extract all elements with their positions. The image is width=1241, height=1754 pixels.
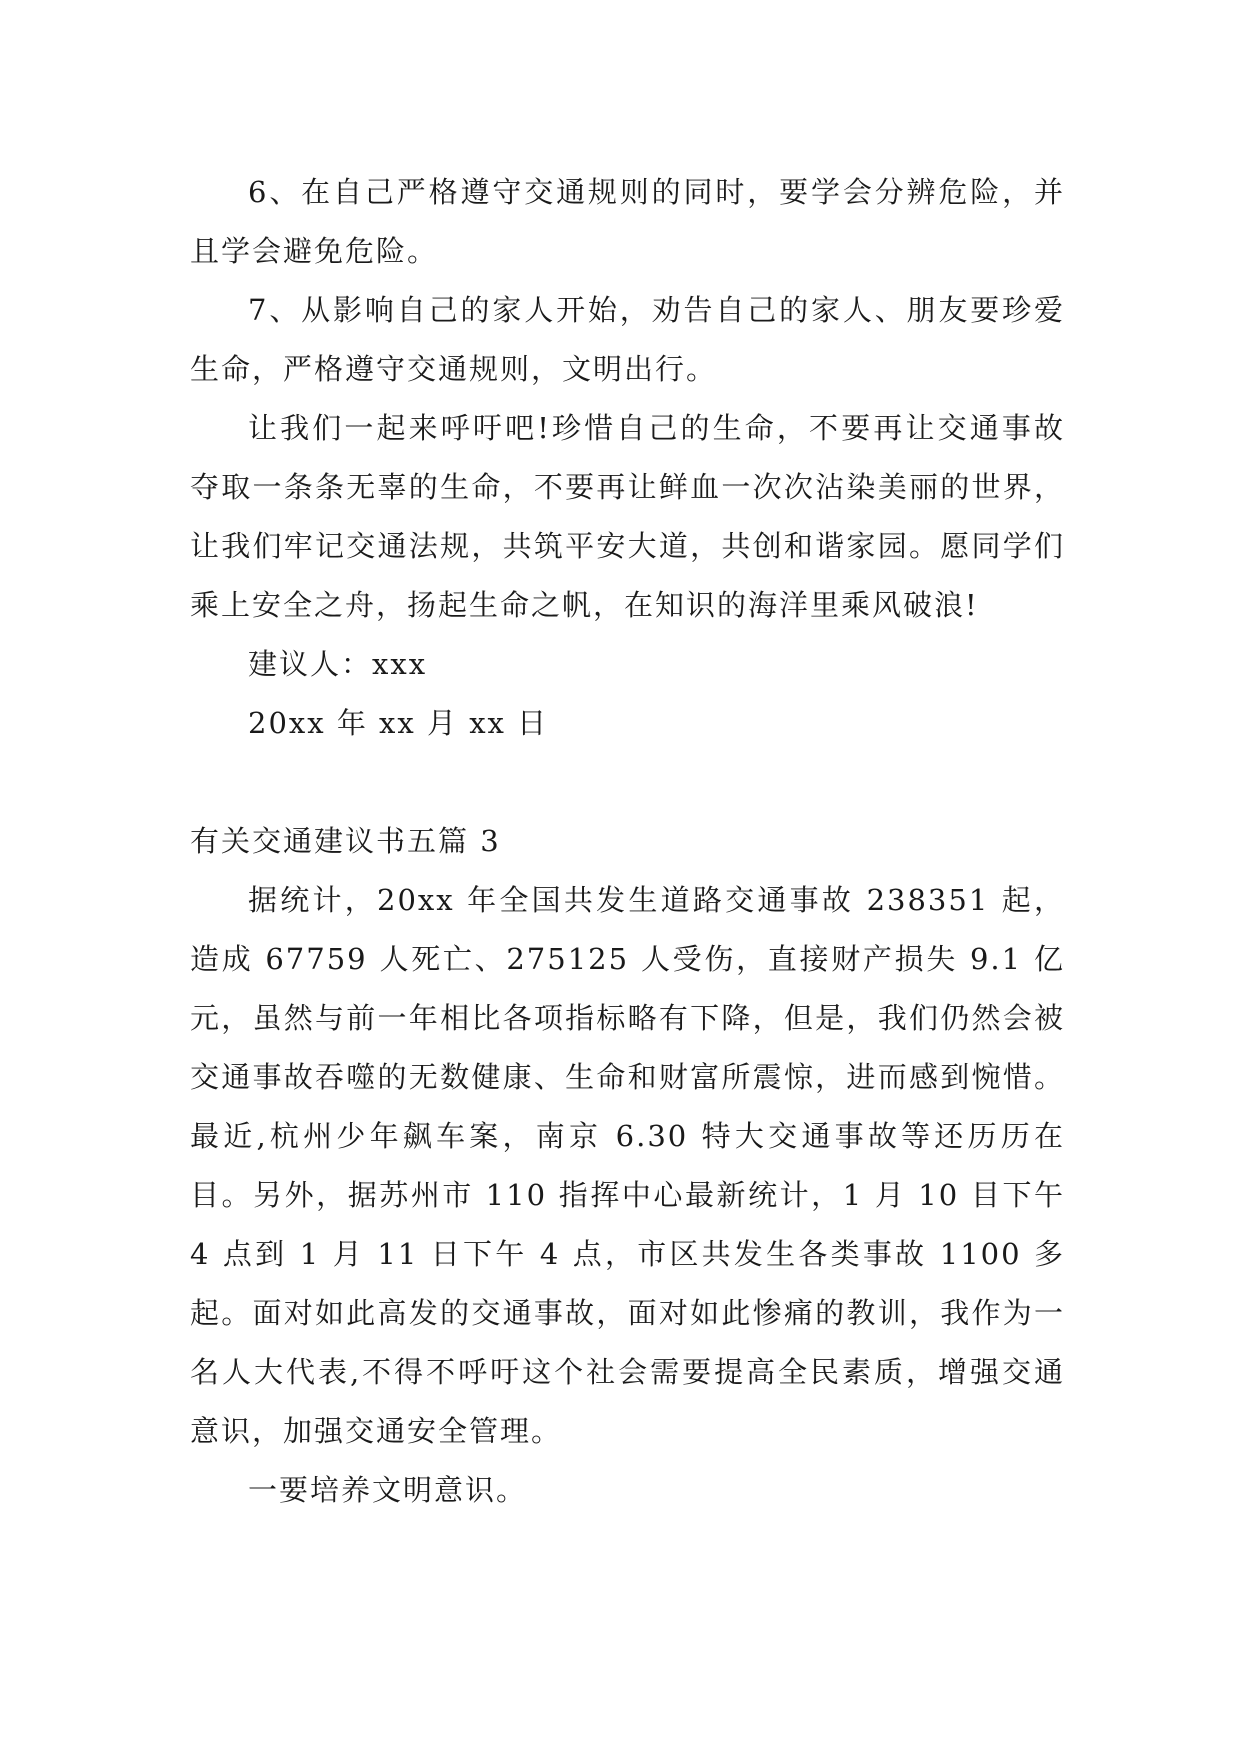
blank-line xyxy=(190,753,1065,812)
signer-line: 建议人：xxx xyxy=(248,647,428,681)
paragraph-appeal: 让我们一起来呼吁吧!珍惜自己的生命，不要再让交通事故夺取一条条无辜的生命，不要再让鲜血一次次沾染美丽的世界，让我们牢记交通法规，共筑平安大道，共创和谐家园。愿同学们乘上安全之舟，扬起生命之帆，在知识的海洋里乘风破浪! xyxy=(190,411,1065,622)
date-line: 20xx 年 xx 月 xx 日 xyxy=(248,706,549,740)
paragraph-item-6: 6、在自己严格遵守交通规则的同时，要学会分辨危险，并且学会避免危险。 xyxy=(190,175,1065,268)
paragraph-item-7: 7、从影响自己的家人开始，劝告自己的家人、朋友要珍爱生命，严格遵守交通规则，文明出行。 xyxy=(190,293,1065,386)
paragraph-statistics: 据统计，20xx 年全国共发生道路交通事故 238351 起，造成 67759 人死亡、275125 人受伤，直接财产损失 9.1 亿元，虽然与前一年相比各项指标略有下降，但是，我们仍然会被交通事故吞噬的无数健康、生命和财富所震惊，进而感到惋惜。最近,杭州少年飙车案，南京 6.30 特大交通事故等还历历在目。另外，据苏州市 110 指挥中心最新统计，1 月 10 目下午 4 点到 1 月 11 日下午 4 点，市区共发生各类事故 1100 多起。面对如此高发的交通事故，面对如此惨痛的教训，我作为一名人大代表,不得不呼吁这个社会需要提高全民素质，增强交通意识，加强交通安全管理。 xyxy=(190,883,1065,1448)
document-body xyxy=(190,163,1065,1520)
paragraph-civility: 一要培养文明意识。 xyxy=(248,1473,528,1507)
section-title: 有关交通建议书五篇 3 xyxy=(190,824,501,858)
